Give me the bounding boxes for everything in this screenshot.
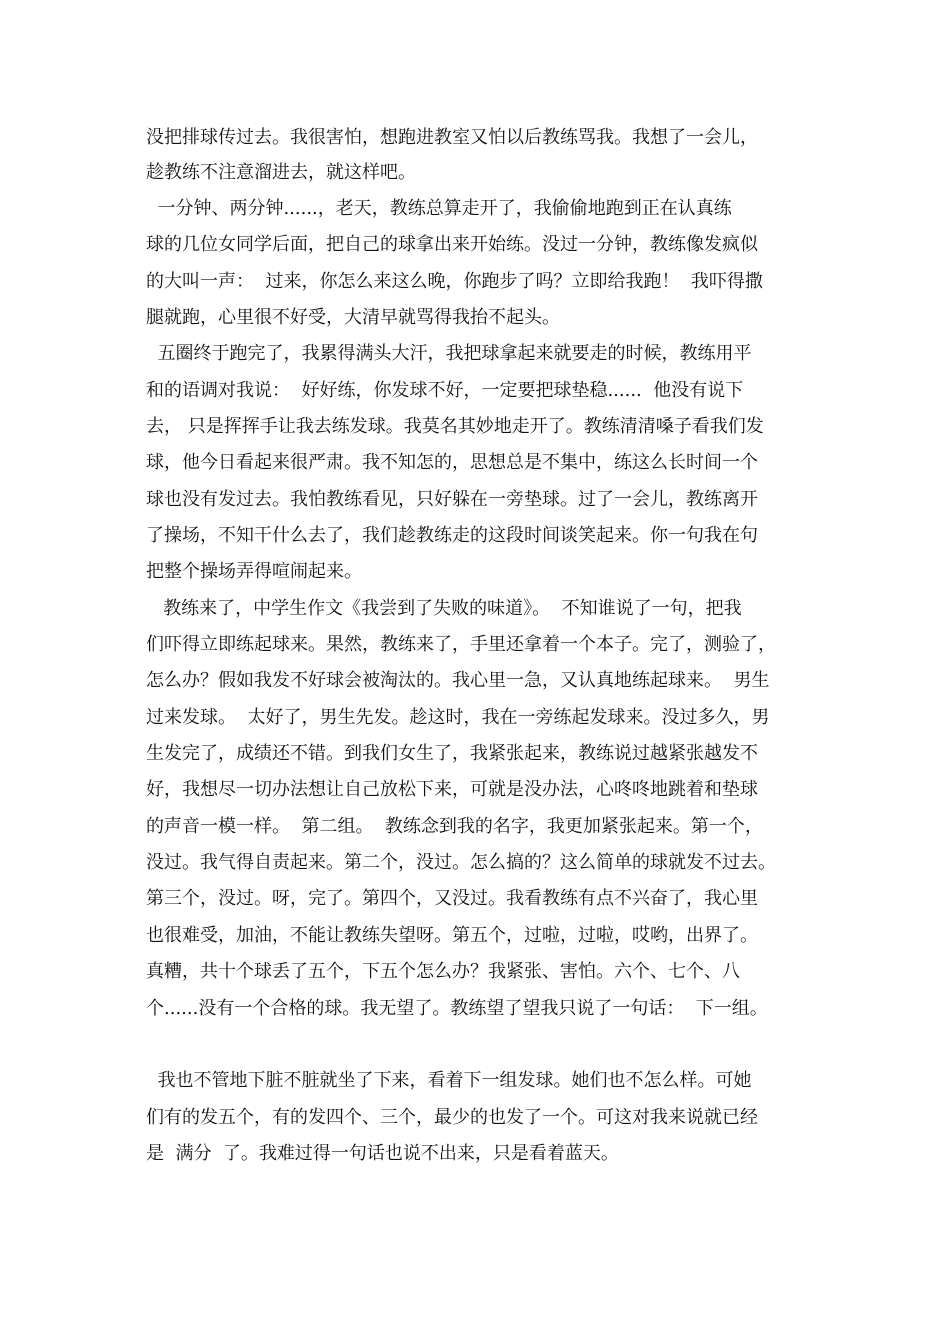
text-line: 教练来了，中学生作文《我尝到了失败的味道》。 不知谁说了一句，把我	[146, 598, 742, 619]
text-line: 球的几位女同学后面，把自己的球拿出来开始练。没过一分钟，教练像发疯似	[146, 234, 758, 255]
text-line: 没把排球传过去。我很害怕，想跑进教室又怕以后教练骂我。我想了一会儿，	[146, 127, 758, 148]
text-line: 是 满分 了。我难过得一句话也说不出来，只是看着蓝天。	[146, 1143, 619, 1164]
text-line: 去， 只是挥挥手让我去练发球。我莫名其妙地走开了。教练清清嗓子看我们发	[146, 416, 764, 437]
text-line: 们吓得立即练起球来。果然，教练来了，手里还拿着一个本子。完了，测验了，	[146, 634, 776, 655]
text-line: 的大叫一声： 过来，你怎么来这么晚，你跑步了吗？立即给我跑！ 我吓得撒	[146, 271, 763, 292]
text-line: 五圈终于跑完了，我累得满头大汗，我把球拿起来就要走的时候，教练用平	[146, 343, 752, 364]
text-line: 真糟，共十个球丢了五个，下五个怎么办？我紧张、害怕。六个、七个、八	[146, 961, 740, 982]
text-line: 怎么办？假如我发不好球会被淘汰的。我心里一急，又认真地练起球来。 男生	[146, 670, 770, 691]
text-line: 生发完了，成绩还不错。到我们女生了，我紧张起来，教练说过越紧张越发不	[146, 743, 758, 764]
text-line: 把整个操场弄得喧闹起来。	[146, 561, 362, 582]
text-line: 一分钟、两分钟......，老天，教练总算走开了，我偷偷地跑到正在认真练	[146, 198, 732, 219]
text-line: 第三个，没过。呀，完了。第四个，又没过。我看教练有点不兴奋了，我心里	[146, 888, 758, 909]
text-line: 球，他今日看起来很严肃。我不知怎的，思想总是不集中，练这么长时间一个	[146, 452, 758, 473]
text-line: 了操场，不知干什么去了，我们趁教练走的这段时间谈笑起来。你一句我在句	[146, 525, 758, 546]
text-line: 和的语调对我说： 好好练，你发球不好，一定要把球垫稳...... 他没有说下	[146, 380, 744, 401]
text-line: 个......没有一个合格的球。我无望了。教练望了望我只说了一句话： 下一组。	[146, 998, 768, 1019]
text-line: 我也不管地下脏不脏就坐了下来，看着下一组发球。她们也不怎么样。可她	[146, 1070, 752, 1091]
text-line: 趁教练不注意溜进去，就这样吧。	[146, 162, 416, 183]
text-line: 球也没有发过去。我怕教练看见，只好躲在一旁垫球。过了一会儿，教练离开	[146, 489, 758, 510]
text-line: 过来发球。 太好了，男生先发。趁这时，我在一旁练起发球来。没过多久，男	[146, 707, 770, 728]
text-line: 没过。我气得自责起来。第二个，没过。怎么搞的？这么简单的球就发不过去。	[146, 852, 776, 873]
text-line: 们有的发五个，有的发四个、三个，最少的也发了一个。可这对我来说就已经	[146, 1107, 758, 1128]
text-line: 好，我想尽一切办法想让自己放松下来，可就是没办法，心咚咚地跳着和垫球	[146, 779, 758, 800]
text-line: 腿就跑，心里很不好受，大清早就骂得我抬不起头。	[146, 307, 560, 328]
text-line: 的声音一模一样。 第二组。 教练念到我的名字，我更加紧张起来。第一个，	[146, 816, 763, 837]
text-line: 也很难受，加油，不能让教练失望呀。第五个，过啦，过啦，哎哟，出界了。	[146, 925, 758, 946]
